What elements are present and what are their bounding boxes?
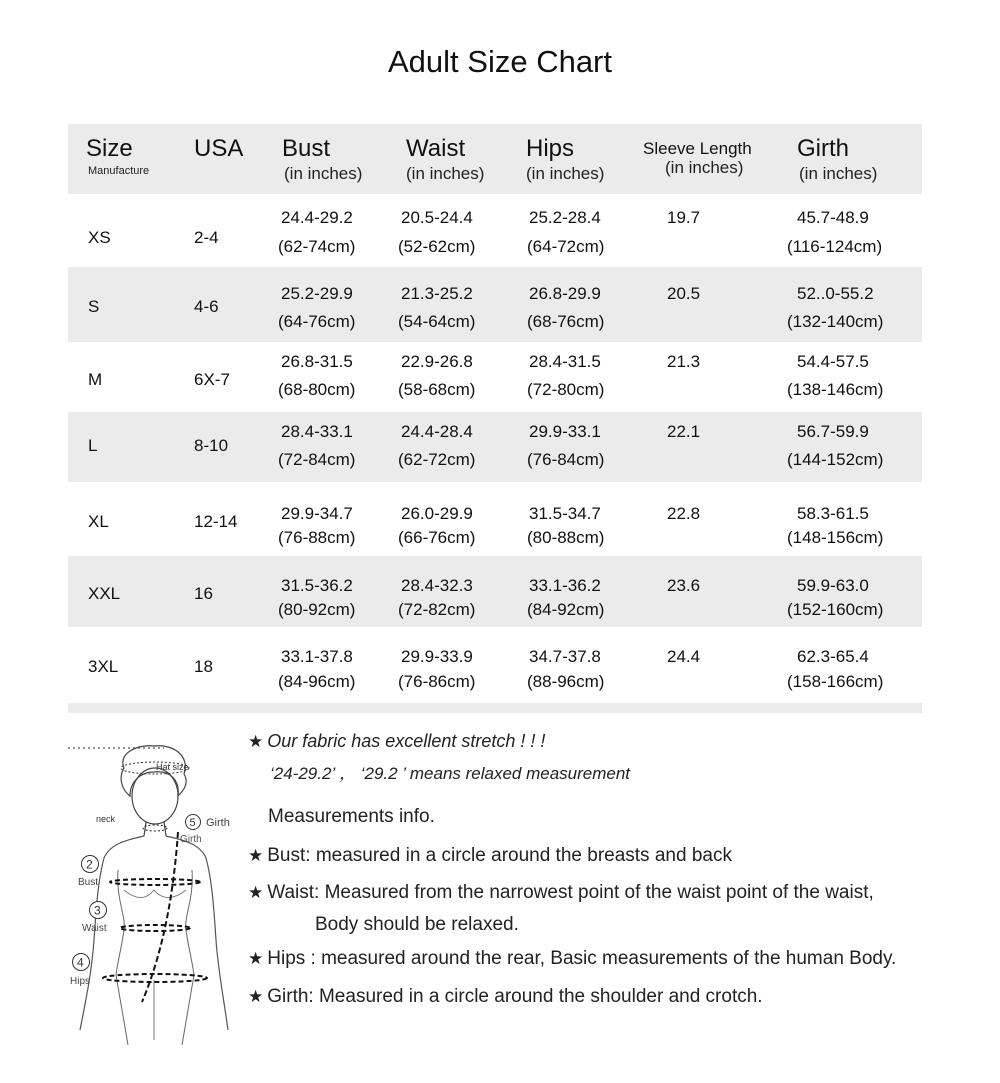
cell-waist-in: 29.9-33.9 xyxy=(401,647,473,666)
header-bust xyxy=(282,134,362,184)
cell-bust-in: 28.4-33.1 xyxy=(281,422,353,441)
note-stretch xyxy=(248,731,545,752)
cell-girth-cm: (152-160cm) xyxy=(787,600,884,619)
header-hips-label: Hips xyxy=(526,135,575,162)
cell-hips-in: 25.2-28.4 xyxy=(529,208,601,227)
table-row xyxy=(68,412,922,482)
cell-waist-in: 28.4-32.3 xyxy=(401,576,473,595)
cell-waist-cm: (52-62cm) xyxy=(398,237,476,256)
cell-bust-cm: (76-88cm) xyxy=(278,528,356,547)
cell-girth-cm: (158-166cm) xyxy=(787,672,884,691)
cell-size: XXL xyxy=(88,584,121,603)
header-waist-label: Waist xyxy=(406,135,466,162)
waist-label: Waist xyxy=(82,923,107,934)
header-bust-sub: (in inches) xyxy=(284,164,363,183)
header-size-sub: Manufacture xyxy=(88,165,150,177)
neck-label: neck xyxy=(96,814,116,824)
bust-number: 2 xyxy=(86,857,93,872)
cell-sleeve: 24.4 xyxy=(667,647,701,666)
note-waist xyxy=(248,882,874,904)
cell-usa: 6X-7 xyxy=(194,370,230,389)
cell-size: M xyxy=(88,370,103,389)
cell-sleeve: 23.6 xyxy=(667,576,701,595)
hips-label: Hips xyxy=(70,976,91,987)
header-bust-label: Bust xyxy=(282,135,331,162)
cell-bust-cm: (72-84cm) xyxy=(278,450,356,469)
bust-label: Bust xyxy=(78,877,99,888)
cell-sleeve: 20.5 xyxy=(667,284,701,303)
cell-waist-cm: (54-64cm) xyxy=(398,312,476,331)
cell-hips-cm: (76-84cm) xyxy=(527,450,605,469)
cell-bust-in: 25.2-29.9 xyxy=(281,284,353,303)
table-row xyxy=(68,267,922,342)
cell-size: XS xyxy=(88,228,111,247)
note-relaxed: ‘24-29.2’ ， ‘29.2 ’ means relaxed measurement xyxy=(270,764,631,783)
cell-bust-cm: (80-92cm) xyxy=(278,600,356,619)
cell-hips-cm: (88-96cm) xyxy=(527,672,605,691)
table-row xyxy=(68,194,922,267)
cell-girth-in: 54.4-57.5 xyxy=(797,352,869,371)
cell-hips-cm: (72-80cm) xyxy=(527,380,605,399)
cell-girth-in: 45.7-48.9 xyxy=(797,208,869,227)
cell-bust-cm: (68-80cm) xyxy=(278,380,356,399)
girth-label: Girth xyxy=(206,817,230,829)
header-waist-sub: (in inches) xyxy=(406,164,485,183)
cell-girth-in: 52..0-55.2 xyxy=(797,284,874,303)
cell-waist-in: 26.0-29.9 xyxy=(401,504,473,523)
table-row xyxy=(68,342,922,412)
header-sleeve xyxy=(643,134,752,178)
cell-girth-in: 59.9-63.0 xyxy=(797,576,869,595)
cell-hips-in: 26.8-29.9 xyxy=(529,284,601,303)
table-header xyxy=(68,124,922,194)
cell-sleeve: 19.7 xyxy=(667,208,701,227)
header-usa xyxy=(194,134,243,164)
cell-bust-in: 31.5-36.2 xyxy=(281,576,353,595)
table-row xyxy=(68,627,922,703)
note-girth xyxy=(248,986,763,1008)
star-icon: ★ xyxy=(248,987,264,1006)
cell-usa: 18 xyxy=(194,657,213,676)
cell-girth-in: 62.3-65.4 xyxy=(797,647,869,666)
cell-bust-in: 29.9-34.7 xyxy=(281,504,353,523)
header-girth xyxy=(797,134,877,184)
girth-label-secondary: Girth xyxy=(180,834,202,845)
cell-waist-cm: (58-68cm) xyxy=(398,380,476,399)
cell-bust-cm: (84-96cm) xyxy=(278,672,356,691)
cell-girth-cm: (148-156cm) xyxy=(787,528,884,547)
note-hips-text: Hips : measured around the rear, Basic measurements of the human Body. xyxy=(267,948,897,969)
star-icon: ★ xyxy=(248,883,264,902)
note-stretch-text: Our fabric has excellent stretch ! ! ! xyxy=(267,731,546,751)
hat-size-label: Hat size xyxy=(156,762,189,772)
table-row xyxy=(68,482,922,556)
cell-hips-cm: (84-92cm) xyxy=(527,600,605,619)
body-measurement-figure xyxy=(66,740,241,1050)
cell-waist-cm: (72-82cm) xyxy=(398,600,476,619)
cell-hips-in: 28.4-31.5 xyxy=(529,352,601,371)
note-hips xyxy=(248,948,896,970)
note-bust-text: Bust: measured in a circle around the breasts and back xyxy=(267,845,732,866)
page-title: Adult Size Chart xyxy=(388,44,612,79)
cell-bust-in: 24.4-29.2 xyxy=(281,208,353,227)
cell-sleeve: 22.1 xyxy=(667,422,701,441)
cell-hips-in: 33.1-36.2 xyxy=(529,576,601,595)
note-info: Measurements info. xyxy=(268,806,435,827)
cell-bust-in: 26.8-31.5 xyxy=(281,352,353,371)
cell-waist-in: 20.5-24.4 xyxy=(401,208,473,227)
header-usa-label: USA xyxy=(194,135,244,162)
cell-girth-cm: (144-152cm) xyxy=(787,450,884,469)
cell-hips-in: 34.7-37.8 xyxy=(529,647,601,666)
cell-girth-cm: (116-124cm) xyxy=(787,237,883,256)
cell-waist-cm: (62-72cm) xyxy=(398,450,476,469)
cell-hips-in: 31.5-34.7 xyxy=(529,504,601,523)
star-icon: ★ xyxy=(248,846,264,865)
header-waist xyxy=(406,134,484,184)
cell-bust-cm: (62-74cm) xyxy=(278,237,356,256)
cell-usa: 2-4 xyxy=(194,228,219,247)
note-bust xyxy=(248,845,732,867)
cell-hips-cm: (68-76cm) xyxy=(527,312,605,331)
cell-size: 3XL xyxy=(88,657,119,676)
cell-bust-cm: (64-76cm) xyxy=(278,312,356,331)
cell-hips-in: 29.9-33.1 xyxy=(529,422,601,441)
cell-size: S xyxy=(88,297,100,316)
cell-sleeve: 22.8 xyxy=(667,504,701,523)
header-girth-sub: (in inches) xyxy=(799,164,878,183)
cell-waist-cm: (76-86cm) xyxy=(398,672,476,691)
cell-waist-in: 22.9-26.8 xyxy=(401,352,473,371)
cell-usa: 16 xyxy=(194,584,213,603)
cell-girth-cm: (138-146cm) xyxy=(787,380,884,399)
cell-sleeve: 21.3 xyxy=(667,352,701,371)
cell-girth-cm: (132-140cm) xyxy=(787,312,884,331)
size-table xyxy=(68,124,922,713)
cell-size: XL xyxy=(88,512,109,531)
note-waist-text: Waist: Measured from the narrowest point of the waist point of the waist, xyxy=(267,882,874,903)
note-girth-text: Girth: Measured in a circle around the shoulder and crotch. xyxy=(267,986,763,1007)
cell-waist-in: 24.4-28.4 xyxy=(401,422,473,441)
header-hips-sub: (in inches) xyxy=(526,164,605,183)
table-row xyxy=(68,556,922,627)
cell-waist-in: 21.3-25.2 xyxy=(401,284,473,303)
header-girth-label: Girth xyxy=(797,135,850,162)
cell-usa: 8-10 xyxy=(194,436,229,455)
header-sleeve-label: Sleeve Length xyxy=(643,139,752,158)
header-size-label: Size xyxy=(86,135,133,162)
girth-number: 5 xyxy=(189,817,196,829)
header-hips xyxy=(526,134,604,184)
note-waist-2: Body should be relaxed. xyxy=(315,914,519,935)
cell-hips-cm: (80-88cm) xyxy=(527,528,605,547)
cell-usa: 12-14 xyxy=(194,512,238,531)
star-icon: ★ xyxy=(248,949,264,968)
waist-number: 3 xyxy=(94,903,101,918)
header-sleeve-sub: (in inches) xyxy=(665,158,744,177)
cell-usa: 4-6 xyxy=(194,297,219,316)
header-size xyxy=(86,134,149,178)
cell-bust-in: 33.1-37.8 xyxy=(281,647,353,666)
cell-size: L xyxy=(88,436,98,455)
cell-hips-cm: (64-72cm) xyxy=(527,237,605,256)
star-icon: ★ xyxy=(248,732,264,751)
cell-girth-in: 58.3-61.5 xyxy=(797,504,869,523)
hips-number: 4 xyxy=(77,955,84,970)
cell-waist-cm: (66-76cm) xyxy=(398,528,476,547)
cell-girth-in: 56.7-59.9 xyxy=(797,422,869,441)
